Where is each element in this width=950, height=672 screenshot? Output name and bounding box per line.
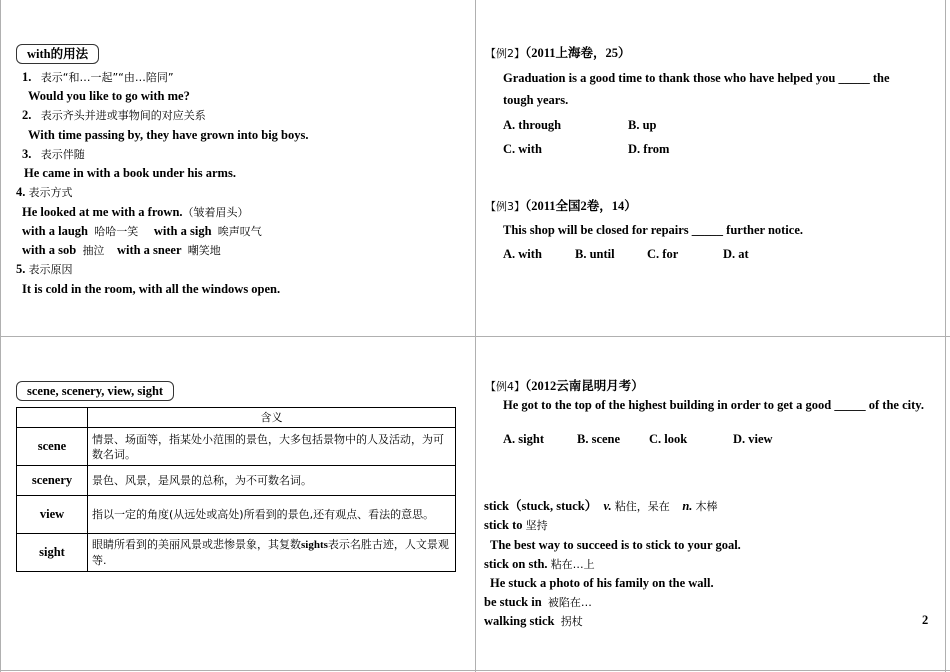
usage-4-phrases-row2: with a sob 抽泣 with a sneer 嘲笑地 — [22, 243, 221, 257]
usage-3-title: 3. 表示伴随 — [22, 147, 85, 161]
usage-4-phrases-row1: with a laugh 哈哈一笑 with a sigh 唉声叹气 — [22, 224, 262, 238]
stick-phrase-be-stuck-in: be stuck in 被陷在… — [484, 595, 592, 609]
example-3-option-c: C. for — [647, 247, 679, 261]
horizontal-divider — [0, 336, 950, 337]
table-cell-meaning: 景色、风景，是风景的总称，为不可数名词。 — [88, 466, 456, 496]
example-2-stem-line1: Graduation is a good time to thank those who have helped you _____ the — [503, 71, 890, 85]
usage-4-title: 4. 表示方式 — [16, 185, 73, 199]
usage-1-title: 1. 表示“和…一起”“由…陪同” — [22, 70, 174, 84]
table-cell-meaning: 眼睛所看到的美丽风景或悲惨景象，其复数sights表示名胜古迹，人文景观等. — [88, 534, 456, 572]
table-cell-word: scene — [17, 428, 88, 466]
example-2-option-d: D. from — [628, 142, 670, 156]
stick-phrase-walking-stick: walking stick 拐杖 — [484, 614, 583, 628]
example-4-option-a: A. sight — [503, 432, 544, 446]
example-2-option-b: B. up — [628, 118, 657, 132]
usage-3-example: He came in with a book under his arms. — [24, 166, 236, 180]
example-2-option-a: A. through — [503, 118, 562, 132]
outer-border-right — [945, 0, 946, 672]
table-header-empty — [17, 408, 88, 428]
usage-5-title: 5. 表示原因 — [16, 262, 73, 276]
stick-example-1: The best way to succeed is to stick to your goal. — [490, 538, 741, 552]
example-3-option-b: B. until — [575, 247, 615, 261]
stick-example-2: He stuck a photo of his family on the wall. — [490, 576, 714, 590]
stick-phrase-stick-to: stick to 坚持 — [484, 518, 548, 532]
usage-5-example: It is cold in the room, with all the windows open. — [22, 282, 281, 296]
table-row — [17, 466, 456, 496]
table-cell-word: view — [17, 496, 88, 534]
table-row — [17, 534, 456, 572]
example-3-stem: This shop will be closed for repairs _____ further notice. — [503, 223, 803, 237]
example-3-option-a: A. with — [503, 247, 542, 261]
page-number: 2 — [922, 613, 929, 627]
example-2-header: 【例2】（2011上海卷，25） — [485, 46, 631, 60]
usage-2-example: With time passing by, they have grown into big boys. — [28, 128, 309, 142]
table-cell-meaning: 指以一定的角度(从远处或高处)所看到的景色,还有观点、看法的意思。 — [88, 496, 456, 534]
example-2-option-c: C. with — [503, 142, 542, 156]
usage-2-title: 2. 表示齐头并进或事物间的对应关系 — [22, 108, 206, 122]
table-row — [17, 496, 456, 534]
stick-phrase-stick-on: stick on sth. 粘在…上 — [484, 557, 595, 571]
vocab-table — [16, 407, 456, 572]
outer-border-bottom — [0, 670, 950, 671]
stick-headword: stick（stuck, stuck） v. 粘住，呆在 n. 木棒 — [484, 499, 718, 513]
table-cell-meaning: 情景、场面等，指某处小范围的景色，大多包括景物中的人及活动，为可数名词。 — [88, 428, 456, 466]
table-row — [17, 428, 456, 466]
example-2-stem-line2: tough years. — [503, 93, 569, 107]
table-cell-word: sight — [17, 534, 88, 572]
section-tag-with: with的用法 — [16, 44, 99, 64]
outer-border-left — [0, 0, 1, 672]
example-3-header: 【例3】（2011全国2卷，14） — [485, 199, 637, 213]
table-cell-word: scenery — [17, 466, 88, 496]
example-4-stem: He got to the top of the highest building in order to get a good _____ of the city. — [503, 398, 924, 412]
example-3-option-d: D. at — [723, 247, 749, 261]
example-4-option-b: B. scene — [577, 432, 621, 446]
section-tag-scene: scene, scenery, view, sight — [16, 381, 174, 401]
table-header-row — [17, 408, 456, 428]
example-4-option-c: C. look — [649, 432, 688, 446]
usage-1-example: Would you like to go with me? — [28, 89, 190, 103]
table-header-meaning: 含义 — [88, 408, 456, 428]
example-4-option-d: D. view — [733, 432, 773, 446]
example-4-header: 【例4】（2012云南昆明月考） — [485, 379, 644, 393]
usage-4-example: He looked at me with a frown.（皱着眉头） — [22, 205, 249, 219]
